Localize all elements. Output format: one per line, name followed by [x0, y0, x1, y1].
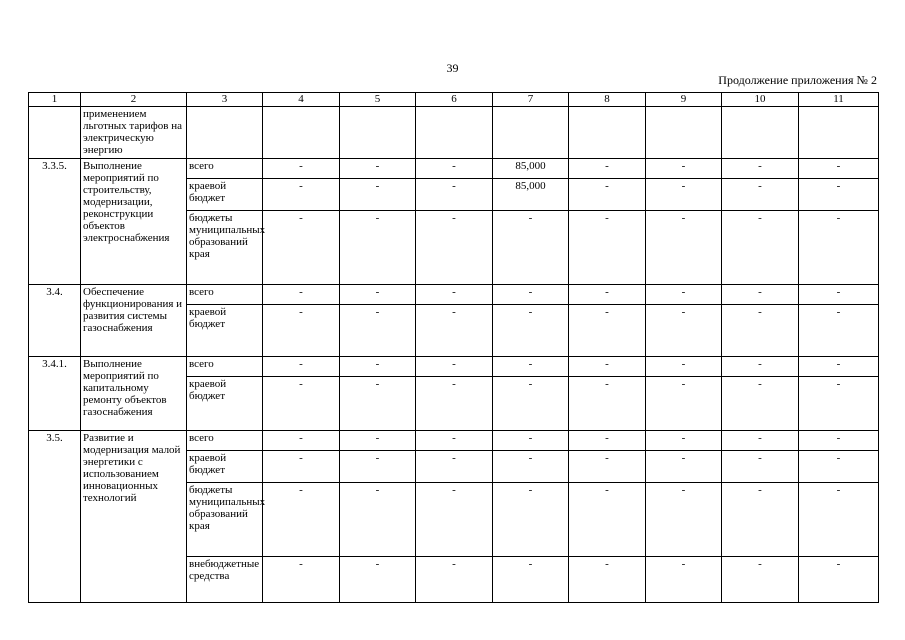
item-number: 3.5.: [29, 431, 81, 603]
funding-source: краевой бюджет: [187, 179, 263, 211]
value-cell: -: [722, 211, 799, 285]
table-row: [29, 431, 879, 451]
column-header: 3: [187, 93, 263, 107]
value-cell: -: [263, 211, 340, 285]
value-cell: -: [493, 305, 569, 357]
value-cell: -: [722, 431, 799, 451]
funding-source: всего: [187, 285, 263, 305]
item-name: применением льготных тарифов на электрическую энергию: [81, 107, 187, 159]
value-cell: -: [722, 483, 799, 557]
value-cell: -: [416, 305, 493, 357]
value-cell: -: [799, 211, 879, 285]
funding-source: бюджеты муниципальных образований края: [187, 483, 263, 557]
value-cell: -: [799, 357, 879, 377]
value-cell: -: [646, 211, 722, 285]
funding-source: всего: [187, 159, 263, 179]
value-cell: -: [340, 483, 416, 557]
value-cell: -: [646, 557, 722, 603]
value-cell: -: [646, 305, 722, 357]
funding-source: бюджеты муниципальных образований края: [187, 211, 263, 285]
funding-source: внебюджетные средства: [187, 557, 263, 603]
value-cell: -: [646, 179, 722, 211]
value-cell: -: [646, 377, 722, 431]
value-cell: -: [416, 159, 493, 179]
value-cell: [340, 107, 416, 159]
value-cell: -: [646, 431, 722, 451]
value-cell: -: [263, 377, 340, 431]
value-cell: -: [416, 557, 493, 603]
value-cell: -: [493, 451, 569, 483]
value-cell: -: [569, 431, 646, 451]
value-cell: -: [340, 377, 416, 431]
value-cell: -: [340, 285, 416, 305]
value-cell: [799, 107, 879, 159]
value-cell: -: [263, 179, 340, 211]
value-cell: -: [569, 557, 646, 603]
funding-source: всего: [187, 357, 263, 377]
column-header: 6: [416, 93, 493, 107]
value-cell: -: [722, 357, 799, 377]
value-cell: -: [569, 179, 646, 211]
table-row: [29, 107, 879, 159]
item-number: 3.4.1.: [29, 357, 81, 431]
value-cell: -: [416, 357, 493, 377]
table-body: [29, 107, 879, 603]
value-cell: -: [416, 451, 493, 483]
value-cell: -: [722, 377, 799, 431]
funding-source: [187, 107, 263, 159]
column-header: 2: [81, 93, 187, 107]
value-cell: -: [416, 211, 493, 285]
item-number: [29, 107, 81, 159]
value-cell: -: [340, 179, 416, 211]
value-cell: [722, 107, 799, 159]
value-cell: -: [493, 357, 569, 377]
value-cell: -: [263, 557, 340, 603]
value-cell: -: [569, 285, 646, 305]
value-cell: -: [569, 377, 646, 431]
value-cell: -: [263, 451, 340, 483]
value-cell: -: [646, 483, 722, 557]
value-cell: -: [722, 557, 799, 603]
column-header: 7: [493, 93, 569, 107]
funding-source: краевой бюджет: [187, 451, 263, 483]
value-cell: [263, 107, 340, 159]
value-cell: -: [569, 357, 646, 377]
value-cell: 85,000: [493, 179, 569, 211]
value-cell: -: [416, 377, 493, 431]
item-name: Обеспечение функционирования и развития системы газоснабжения: [81, 285, 187, 357]
value-cell: -: [493, 377, 569, 431]
value-cell: [646, 107, 722, 159]
value-cell: [569, 107, 646, 159]
value-cell: -: [646, 357, 722, 377]
value-cell: -: [799, 159, 879, 179]
column-header: 4: [263, 93, 340, 107]
column-header: 1: [29, 93, 81, 107]
value-cell: -: [799, 377, 879, 431]
table-row: [29, 357, 879, 377]
value-cell: -: [263, 357, 340, 377]
item-name: Развитие и модернизация малой энергетики с использованием инновационных технологий: [81, 431, 187, 603]
value-cell: -: [416, 285, 493, 305]
value-cell: -: [263, 285, 340, 305]
value-cell: -: [799, 179, 879, 211]
budget-table: [28, 92, 879, 603]
value-cell: -: [799, 451, 879, 483]
value-cell: -: [722, 451, 799, 483]
value-cell: -: [340, 431, 416, 451]
value-cell: -: [340, 305, 416, 357]
funding-source: краевой бюджет: [187, 305, 263, 357]
value-cell: -: [493, 285, 569, 305]
value-cell: -: [340, 451, 416, 483]
table-header: [29, 93, 879, 107]
value-cell: -: [646, 159, 722, 179]
table-row: [29, 159, 879, 179]
item-number: 3.4.: [29, 285, 81, 357]
item-number: 3.3.5.: [29, 159, 81, 285]
value-cell: -: [493, 431, 569, 451]
value-cell: -: [340, 159, 416, 179]
value-cell: -: [799, 431, 879, 451]
column-header: 10: [722, 93, 799, 107]
funding-source: всего: [187, 431, 263, 451]
value-cell: -: [722, 285, 799, 305]
value-cell: -: [799, 285, 879, 305]
item-name: Выполнение мероприятий по капитальному ремонту объектов газоснабжения: [81, 357, 187, 431]
value-cell: -: [722, 179, 799, 211]
value-cell: -: [493, 483, 569, 557]
column-header: 8: [569, 93, 646, 107]
value-cell: -: [569, 159, 646, 179]
funding-source: краевой бюджет: [187, 377, 263, 431]
value-cell: -: [646, 451, 722, 483]
column-header: 5: [340, 93, 416, 107]
value-cell: -: [799, 483, 879, 557]
value-cell: -: [416, 431, 493, 451]
value-cell: -: [722, 159, 799, 179]
value-cell: -: [569, 483, 646, 557]
value-cell: -: [263, 431, 340, 451]
item-name: Выполнение мероприятий по строительству, модернизации, реконструкции объектов электроснабжения: [81, 159, 187, 285]
value-cell: -: [416, 483, 493, 557]
value-cell: [493, 107, 569, 159]
value-cell: [416, 107, 493, 159]
column-header: 11: [799, 93, 879, 107]
value-cell: -: [799, 557, 879, 603]
value-cell: -: [722, 305, 799, 357]
value-cell: -: [646, 285, 722, 305]
continuation-label: Продолжение приложения № 2: [718, 73, 877, 87]
value-cell: -: [799, 305, 879, 357]
table-row: [29, 285, 879, 305]
value-cell: -: [569, 305, 646, 357]
value-cell: -: [493, 557, 569, 603]
value-cell: -: [263, 159, 340, 179]
value-cell: 85,000: [493, 159, 569, 179]
value-cell: -: [340, 557, 416, 603]
page-number: 39: [446, 61, 459, 75]
value-cell: -: [569, 451, 646, 483]
value-cell: -: [263, 305, 340, 357]
value-cell: -: [569, 211, 646, 285]
value-cell: -: [263, 483, 340, 557]
value-cell: -: [416, 179, 493, 211]
column-header: 9: [646, 93, 722, 107]
value-cell: -: [340, 211, 416, 285]
value-cell: -: [340, 357, 416, 377]
value-cell: -: [493, 211, 569, 285]
